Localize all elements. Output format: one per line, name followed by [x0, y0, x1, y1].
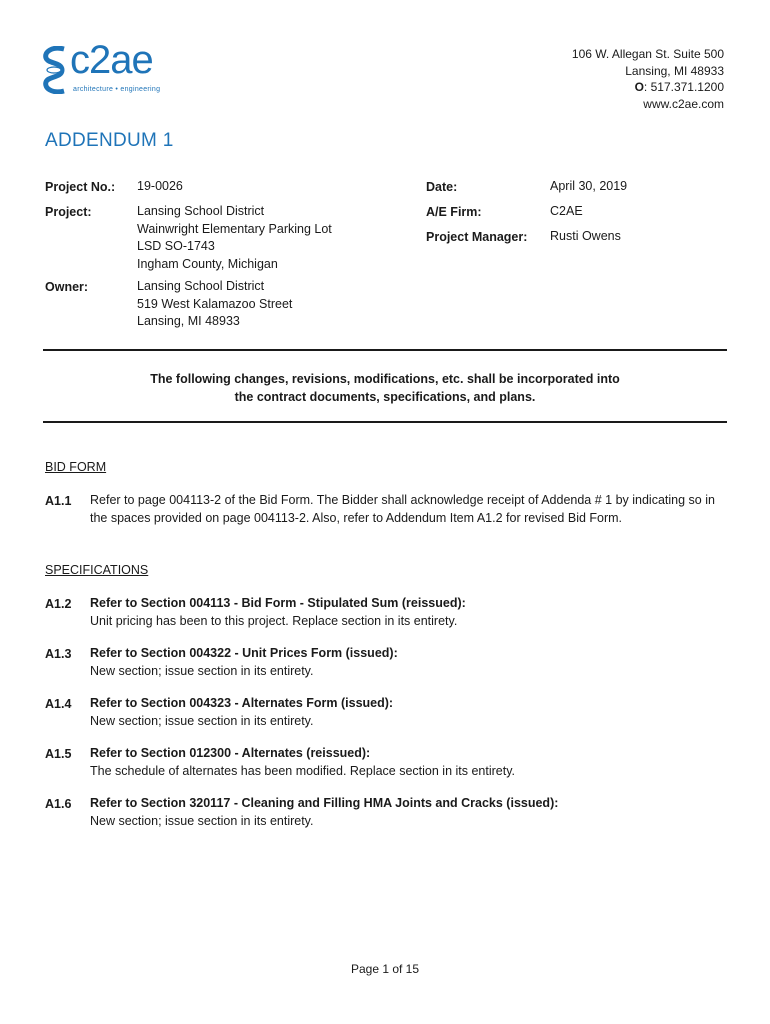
- company-address: [572, 46, 724, 112]
- project-line: Wainwright Elementary Parking Lot: [137, 221, 332, 236]
- owner-label: Owner:: [45, 280, 89, 294]
- item-number: A1.4: [45, 697, 72, 711]
- project-label: Project:: [45, 205, 92, 219]
- section-heading-bid-form: BID FORM: [45, 460, 107, 474]
- top-divider: [43, 349, 727, 351]
- item-body: [90, 595, 730, 630]
- logo-wordmark: c2ae: [70, 38, 153, 82]
- item-title: Refer to Section 012300 - Alternates (reissued):: [90, 746, 371, 760]
- item-text: New section; issue section in its entirety.: [90, 813, 314, 828]
- notice-text: [43, 371, 727, 406]
- project-no-label: Project No.:: [45, 180, 116, 194]
- owner-details: [137, 278, 292, 331]
- project-line: LSD SO-1743: [137, 239, 215, 253]
- page-number: Page 1 of 15: [350, 962, 420, 976]
- item-title: Refer to Section 004323 - Alternates Form (issued):: [90, 696, 394, 710]
- item-text: Refer to page 004113-2 of the Bid Form. The Bidder shall acknowledge receipt of Addenda # 1 by indicating so in the spaces provided on page 004113-2. Also, refer to Addendum Item A1.2 for revised Bid Form.: [90, 493, 715, 525]
- section-heading-specifications: SPECIFICATIONS: [45, 563, 149, 577]
- c2ae-logo: [42, 38, 172, 100]
- firm-value: C2AE: [550, 204, 583, 218]
- bottom-divider: [43, 421, 727, 423]
- phone-label: O: [634, 80, 644, 94]
- item-text: Unit pricing has been to this project. Replace section in its entirety.: [90, 613, 458, 628]
- item-number: A1.6: [45, 797, 72, 811]
- firm-label: A/E Firm:: [426, 205, 482, 219]
- item-title: Refer to Section 320117 - Cleaning and Filling HMA Joints and Cracks (issued):: [90, 796, 559, 810]
- item-body: [90, 645, 730, 680]
- item-number: A1.1: [45, 494, 72, 508]
- item-body: [90, 745, 730, 780]
- item-text: The schedule of alternates has been modified. Replace section in its entirety.: [90, 763, 516, 778]
- project-manager-value: Rusti Owens: [550, 229, 621, 243]
- owner-line: 519 West Kalamazoo Street: [137, 296, 293, 311]
- address-website[interactable]: www.c2ae.com: [643, 96, 724, 111]
- item-body: [90, 795, 730, 830]
- project-details: [137, 203, 332, 273]
- date-value: April 30, 2019: [550, 179, 628, 193]
- address-street: 106 W. Allegan St. Suite 500: [571, 47, 724, 61]
- item-number: A1.3: [45, 647, 72, 661]
- address-city: Lansing, MI 48933: [625, 63, 724, 78]
- item-body: [90, 695, 730, 730]
- notice-line: The following changes, revisions, modifications, etc. shall be incorporated into: [150, 372, 620, 386]
- notice-line: the contract documents, specifications, and plans.: [234, 389, 536, 404]
- owner-line: Lansing School District: [137, 279, 265, 293]
- project-no-value: 19-0026: [137, 179, 183, 193]
- item-number: A1.2: [45, 597, 72, 611]
- item-title: Refer to Section 004322 - Unit Prices Form (issued):: [90, 646, 398, 660]
- project-manager-label: Project Manager:: [426, 230, 528, 244]
- item-body: [90, 492, 730, 527]
- address-phone: [572, 79, 724, 96]
- project-line: Ingham County, Michigan: [137, 256, 278, 271]
- document-title: ADDENDUM 1: [45, 130, 174, 151]
- item-title: Refer to Section 004113 - Bid Form - Stipulated Sum (reissued):: [90, 596, 466, 610]
- item-text: New section; issue section in its entirety.: [90, 663, 314, 678]
- owner-line: Lansing, MI 48933: [137, 314, 240, 328]
- item-text: New section; issue section in its entirety.: [90, 713, 314, 728]
- date-label: Date:: [426, 180, 458, 194]
- item-number: A1.5: [45, 747, 72, 761]
- logo-tagline: architecture • engineering: [73, 86, 161, 93]
- phone-value: : 517.371.1200: [643, 80, 724, 94]
- project-line: Lansing School District: [137, 204, 265, 218]
- c2ae-emblem-icon: [42, 46, 68, 94]
